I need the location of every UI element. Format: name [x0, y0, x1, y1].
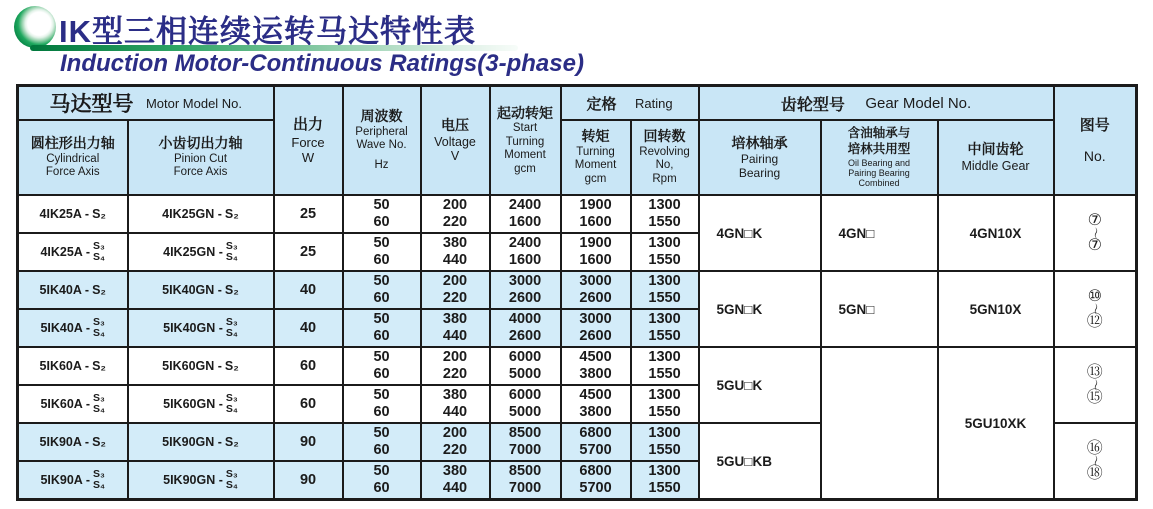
- start-torque-cell-value: 7000: [508, 442, 542, 458]
- header-oil-bearing: 含油轴承与 培林共用型 Oil Bearing and Pairing Bearing Combined: [821, 120, 938, 195]
- motor-model-a-cell: [18, 385, 128, 423]
- voltage-cell-value: 380: [442, 387, 468, 403]
- hz-cell-value: 60: [373, 214, 390, 230]
- voltage-cell: [421, 423, 490, 461]
- middle-gear-cell: 4GN10X: [938, 195, 1054, 271]
- torque-cell-value: 5700: [579, 442, 612, 458]
- motor-model-gn-cell: [128, 195, 274, 233]
- hz-cell-value: 50: [373, 273, 390, 289]
- header-voltage: 电压 Voltage V: [421, 86, 490, 196]
- start-torque-cell-value: 6000: [508, 387, 542, 403]
- header-motor-model: [18, 86, 274, 121]
- motor-model-gn-cell-wrap: [131, 469, 271, 491]
- voltage-cell-value: 380: [442, 463, 468, 479]
- torque-cell: [561, 347, 631, 385]
- header-figure-no: 图号 No.: [1054, 86, 1137, 196]
- rpm-cell-value: 1300: [648, 349, 681, 365]
- model-suffix-line: S₃: [93, 392, 105, 404]
- model-base-text: 5IK40A -: [39, 283, 90, 297]
- model-base-text: 5IK90A -: [39, 435, 90, 449]
- torque-cell-value: 1600: [579, 252, 612, 268]
- start-torque-cell-value: 7000: [508, 480, 542, 496]
- voltage-cell-value: 220: [442, 214, 468, 230]
- voltage-cell-value: 200: [442, 425, 468, 441]
- figure-no-cell: [1054, 195, 1137, 271]
- motor-model-a-cell-wrap: [21, 283, 125, 297]
- motor-model-gn-cell: [128, 385, 274, 423]
- torque-cell: [561, 271, 631, 309]
- model-suffix-line: S₂: [224, 283, 239, 297]
- header-middle-gear: 中间齿轮 Middle Gear: [938, 120, 1054, 195]
- rpm-cell-value: 1550: [648, 328, 681, 344]
- start-torque-cell-value: 1600: [508, 252, 542, 268]
- rpm-cell: [631, 233, 699, 271]
- model-suffix: [226, 317, 238, 339]
- motor-model-gn-cell-wrap: [131, 393, 271, 415]
- hz-cell: [343, 309, 421, 347]
- rpm-cell-value: 1300: [648, 463, 681, 479]
- torque-cell: [561, 195, 631, 233]
- rpm-cell-value: 1550: [648, 290, 681, 306]
- voltage-cell-value: 380: [442, 311, 468, 327]
- hz-cell: [343, 385, 421, 423]
- torque-cell-value: 3000: [579, 273, 612, 289]
- hz-cell-value: 60: [373, 252, 390, 268]
- motor-model-a-cell-wrap: [21, 241, 125, 263]
- model-suffix-line: S₂: [92, 283, 106, 297]
- voltage-cell-value: 220: [442, 290, 468, 306]
- middle-gear-cell: 5GU10XK: [938, 347, 1054, 500]
- header-wave: 周波数 Peripheral Wave No. Hz: [343, 86, 421, 196]
- start-torque-cell: [490, 461, 561, 500]
- model-suffix-line: S₃: [93, 468, 105, 480]
- motor-model-a-cell: [18, 347, 128, 385]
- model-base-text: 5IK90GN -: [162, 435, 222, 449]
- model-suffix: [92, 359, 106, 373]
- torque-cell-value: 4500: [579, 387, 612, 403]
- voltage-cell-value: 200: [442, 197, 468, 213]
- header-force: 出力 Force W: [274, 86, 343, 196]
- torque-cell-value: 1600: [579, 214, 612, 230]
- rpm-cell-value: 1300: [648, 425, 681, 441]
- model-base-text: 4IK25A -: [39, 207, 90, 221]
- oil-bearing-cell: [821, 347, 938, 500]
- voltage-cell: [421, 233, 490, 271]
- rpm-cell: [631, 347, 699, 385]
- header-rated-torque: 转矩 Turning Moment gcm: [561, 120, 631, 195]
- model-base-text: 5IK40GN -: [163, 321, 223, 335]
- motor-model-gn-cell-wrap: [131, 207, 271, 221]
- pairing-bearing-cell: 5GN□K: [699, 271, 821, 347]
- table-row: [18, 195, 1137, 233]
- start-torque-cell-value: 3000: [508, 273, 542, 289]
- start-torque-cell: [490, 309, 561, 347]
- model-suffix-line: S₂: [92, 359, 106, 373]
- model-base-text: 5IK60GN -: [163, 397, 223, 411]
- model-base-text: 5IK60A -: [40, 397, 91, 411]
- start-torque-cell: [490, 271, 561, 309]
- start-torque-cell-value: 8500: [508, 425, 542, 441]
- force-cell: 60: [274, 347, 343, 385]
- model-suffix-line: S₂: [92, 435, 106, 449]
- torque-cell-value: 1900: [579, 235, 612, 251]
- model-suffix: [226, 469, 238, 491]
- motor-model-gn-cell-wrap: [131, 359, 271, 373]
- voltage-cell-value: 380: [442, 235, 468, 251]
- model-suffix-line: S₂: [224, 207, 239, 221]
- motor-model-gn-cell-wrap: [131, 283, 271, 297]
- figure-no-tilde-icon: 〜: [1087, 454, 1102, 467]
- force-cell: 40: [274, 309, 343, 347]
- model-suffix-line: S₄: [225, 479, 238, 491]
- torque-cell-value: 3000: [579, 311, 612, 327]
- model-suffix-line: S₃: [225, 316, 238, 328]
- voltage-cell: [421, 309, 490, 347]
- model-suffix: [225, 283, 239, 297]
- hz-cell-value: 50: [373, 463, 390, 479]
- voltage-cell: [421, 347, 490, 385]
- rpm-cell: [631, 309, 699, 347]
- force-cell: 40: [274, 271, 343, 309]
- motor-model-a-cell-wrap: [21, 393, 125, 415]
- motor-ratings-table: [16, 84, 1138, 501]
- header-gear-model: 齿轮型号 Gear Model No.: [699, 86, 1054, 121]
- start-torque-cell-value: 1600: [508, 214, 542, 230]
- figure-no-cell: [1054, 347, 1137, 423]
- torque-cell-value: 2600: [579, 290, 612, 306]
- model-suffix: [225, 207, 239, 221]
- model-suffix-line: S₃: [93, 240, 105, 252]
- voltage-cell: [421, 385, 490, 423]
- figure-no-tilde-icon: 〜: [1087, 302, 1102, 315]
- motor-model-gn-cell: [128, 309, 274, 347]
- voltage-cell-value: 440: [442, 480, 468, 496]
- model-base-text: 5IK60GN -: [162, 359, 222, 373]
- force-cell: 25: [274, 195, 343, 233]
- start-torque-cell-value: 2400: [508, 197, 542, 213]
- rpm-cell-value: 1550: [648, 404, 681, 420]
- figure-no-from: ⑩: [1087, 288, 1102, 305]
- header-pinion-axis: 小齿切出力轴 Pinion Cut Force Axis: [128, 120, 274, 195]
- model-suffix-line: S₄: [93, 479, 106, 491]
- rpm-cell: [631, 271, 699, 309]
- motor-model-gn-cell-wrap: [131, 435, 271, 449]
- model-suffix-line: S₃: [225, 240, 238, 252]
- header-rating: 定格 Rating: [561, 86, 699, 121]
- start-torque-cell: [490, 385, 561, 423]
- figure-no-to: ⑦: [1087, 237, 1102, 254]
- torque-cell-value: 6800: [579, 425, 612, 441]
- hz-cell-value: 60: [373, 404, 390, 420]
- figure-no-from: ⑯: [1086, 440, 1103, 457]
- torque-cell-value: 3800: [579, 404, 612, 420]
- model-suffix: [92, 207, 106, 221]
- model-suffix-line: S₃: [93, 316, 105, 328]
- start-torque-cell-value: 5000: [508, 366, 542, 382]
- motor-model-a-cell: [18, 271, 128, 309]
- header-motor-model-cn: 马达型号: [49, 93, 134, 116]
- motor-model-gn-cell: [128, 461, 274, 500]
- force-cell: 25: [274, 233, 343, 271]
- voltage-cell-value: 220: [442, 442, 468, 458]
- figure-no-tilde-icon: 〜: [1087, 378, 1102, 391]
- voltage-cell-value: 200: [442, 349, 468, 365]
- voltage-cell-value: 440: [442, 252, 468, 268]
- start-torque-cell-value: 2600: [508, 328, 542, 344]
- model-suffix-line: S₃: [225, 468, 238, 480]
- hz-cell: [343, 195, 421, 233]
- force-cell: 90: [274, 461, 343, 500]
- rpm-cell-value: 1300: [648, 311, 681, 327]
- hz-cell: [343, 233, 421, 271]
- header-revolving: 回转数 Revolving No, Rpm: [631, 120, 699, 195]
- model-suffix: [93, 317, 105, 339]
- hz-cell-value: 50: [373, 311, 390, 327]
- model-suffix-line: S₂: [224, 359, 239, 373]
- model-suffix-line: S₄: [93, 327, 106, 339]
- hz-cell-value: 50: [373, 197, 390, 213]
- rpm-cell-value: 1300: [648, 273, 681, 289]
- hz-cell-value: 50: [373, 425, 390, 441]
- model-base-text: 5IK40A -: [40, 321, 91, 335]
- voltage-cell: [421, 271, 490, 309]
- start-torque-cell-value: 2600: [508, 290, 542, 306]
- model-suffix: [225, 435, 239, 449]
- hz-cell-value: 60: [373, 328, 390, 344]
- hz-cell-value: 60: [373, 366, 390, 382]
- rpm-cell: [631, 423, 699, 461]
- motor-model-a-cell-wrap: [21, 359, 125, 373]
- motor-model-a-cell-wrap: [21, 435, 125, 449]
- hz-cell-value: 60: [373, 480, 390, 496]
- model-suffix: [93, 241, 105, 263]
- voltage-cell-value: 440: [442, 404, 468, 420]
- hz-cell: [343, 423, 421, 461]
- start-torque-cell: [490, 233, 561, 271]
- rpm-cell-value: 1550: [648, 442, 681, 458]
- motor-model-a-cell-wrap: [21, 317, 125, 339]
- header-motor-model-en: Motor Model No.: [145, 95, 243, 111]
- figure-no-from: ⑬: [1086, 364, 1103, 381]
- torque-cell-value: 6800: [579, 463, 612, 479]
- start-torque-cell: [490, 195, 561, 233]
- voltage-cell-value: 220: [442, 366, 468, 382]
- figure-no-to: ⑮: [1086, 389, 1103, 406]
- torque-cell: [561, 309, 631, 347]
- model-base-text: 5IK90A -: [40, 473, 91, 487]
- motor-model-a-cell-wrap: [21, 207, 125, 221]
- model-suffix: [93, 469, 105, 491]
- figure-no-to: ⑱: [1086, 465, 1103, 482]
- voltage-cell-value: 440: [442, 328, 468, 344]
- middle-gear-cell: 5GN10X: [938, 271, 1054, 347]
- start-torque-cell-value: 4000: [508, 311, 542, 327]
- start-torque-cell: [490, 423, 561, 461]
- model-suffix-line: S₄: [225, 403, 238, 415]
- model-base-text: 4IK25GN -: [162, 207, 222, 221]
- start-torque-cell-value: 5000: [508, 404, 542, 420]
- model-suffix-line: S₄: [93, 251, 106, 263]
- figure-no-cell: [1054, 271, 1137, 347]
- motor-model-a-cell: [18, 233, 128, 271]
- start-torque-cell-value: 8500: [508, 463, 542, 479]
- motor-model-a-cell: [18, 423, 128, 461]
- hz-cell-value: 50: [373, 387, 390, 403]
- torque-cell-value: 2600: [579, 328, 612, 344]
- motor-model-gn-cell-wrap: [131, 317, 271, 339]
- figure-no-tilde-icon: 〜: [1087, 226, 1102, 239]
- hz-cell: [343, 461, 421, 500]
- voltage-cell: [421, 461, 490, 500]
- model-suffix: [92, 435, 106, 449]
- model-base-text: 5IK60A -: [39, 359, 90, 373]
- oil-bearing-cell: 5GN□: [821, 271, 938, 347]
- motor-model-gn-cell-wrap: [131, 241, 271, 263]
- motor-model-gn-cell: [128, 233, 274, 271]
- brand-green-ring-icon: [14, 6, 56, 48]
- hz-cell: [343, 347, 421, 385]
- model-base-text: 4IK25GN -: [163, 245, 223, 259]
- header-start-torque: 起动转矩 Start Turning Moment gcm: [490, 86, 561, 196]
- start-torque-cell-value: 6000: [508, 349, 542, 365]
- motor-model-gn-cell: [128, 347, 274, 385]
- torque-cell: [561, 461, 631, 500]
- rpm-cell-value: 1300: [648, 197, 681, 213]
- model-suffix: [226, 241, 238, 263]
- torque-cell-value: 1900: [579, 197, 612, 213]
- pairing-bearing-cell: 5GU□KB: [699, 423, 821, 500]
- rpm-cell: [631, 195, 699, 233]
- model-suffix: [93, 393, 105, 415]
- rpm-cell-value: 1550: [648, 252, 681, 268]
- model-suffix-line: S₄: [225, 251, 238, 263]
- pairing-bearing-cell: 4GN□K: [699, 195, 821, 271]
- oil-bearing-cell: 4GN□: [821, 195, 938, 271]
- figure-no-to: ⑫: [1086, 313, 1103, 330]
- page-title: IK型三相连续运转马达特性表: [59, 14, 476, 49]
- motor-model-gn-cell: [128, 271, 274, 309]
- torque-cell: [561, 423, 631, 461]
- motor-model-a-cell-wrap: [21, 469, 125, 491]
- hz-cell-value: 50: [373, 349, 390, 365]
- rpm-cell-value: 1300: [648, 387, 681, 403]
- model-suffix-line: S₄: [225, 327, 238, 339]
- motor-model-gn-cell: [128, 423, 274, 461]
- hz-cell: [343, 271, 421, 309]
- pairing-bearing-cell: 5GU□K: [699, 347, 821, 423]
- model-suffix: [225, 359, 239, 373]
- table-row: [18, 347, 1137, 385]
- rpm-cell-value: 1550: [648, 214, 681, 230]
- voltage-cell: [421, 195, 490, 233]
- hz-cell-value: 60: [373, 290, 390, 306]
- page-subtitle: Induction Motor-Continuous Ratings(3-phase): [60, 50, 584, 77]
- model-suffix-line: S₂: [92, 207, 106, 221]
- model-suffix: [226, 393, 238, 415]
- table-row: [18, 271, 1137, 309]
- rpm-cell: [631, 461, 699, 500]
- model-base-text: 5IK40GN -: [162, 283, 222, 297]
- torque-cell: [561, 233, 631, 271]
- rpm-cell-value: 1300: [648, 235, 681, 251]
- motor-model-a-cell: [18, 195, 128, 233]
- hz-cell-value: 50: [373, 235, 390, 251]
- model-base-text: 4IK25A -: [40, 245, 91, 259]
- torque-cell-value: 3800: [579, 366, 612, 382]
- motor-model-a-cell: [18, 309, 128, 347]
- model-base-text: 5IK90GN -: [163, 473, 223, 487]
- figure-no-cell: [1054, 423, 1137, 500]
- rpm-cell-value: 1550: [648, 366, 681, 382]
- start-torque-cell: [490, 347, 561, 385]
- torque-cell-value: 5700: [579, 480, 612, 496]
- torque-cell: [561, 385, 631, 423]
- rpm-cell: [631, 385, 699, 423]
- start-torque-cell-value: 2400: [508, 235, 542, 251]
- model-suffix-line: S₃: [225, 392, 238, 404]
- force-cell: 90: [274, 423, 343, 461]
- model-suffix-line: S₂: [224, 435, 239, 449]
- header-cylindrical-axis: 圆柱形出力轴 Cylindrical Force Axis: [18, 120, 128, 195]
- model-suffix: [92, 283, 106, 297]
- voltage-cell-value: 200: [442, 273, 468, 289]
- torque-cell-value: 4500: [579, 349, 612, 365]
- model-suffix-line: S₄: [93, 403, 106, 415]
- header-pairing-bearing: 培林轴承 Pairing Bearing: [699, 120, 821, 195]
- rpm-cell-value: 1550: [648, 480, 681, 496]
- force-cell: 60: [274, 385, 343, 423]
- hz-cell-value: 60: [373, 442, 390, 458]
- figure-no-from: ⑦: [1087, 212, 1102, 229]
- motor-model-a-cell: [18, 461, 128, 500]
